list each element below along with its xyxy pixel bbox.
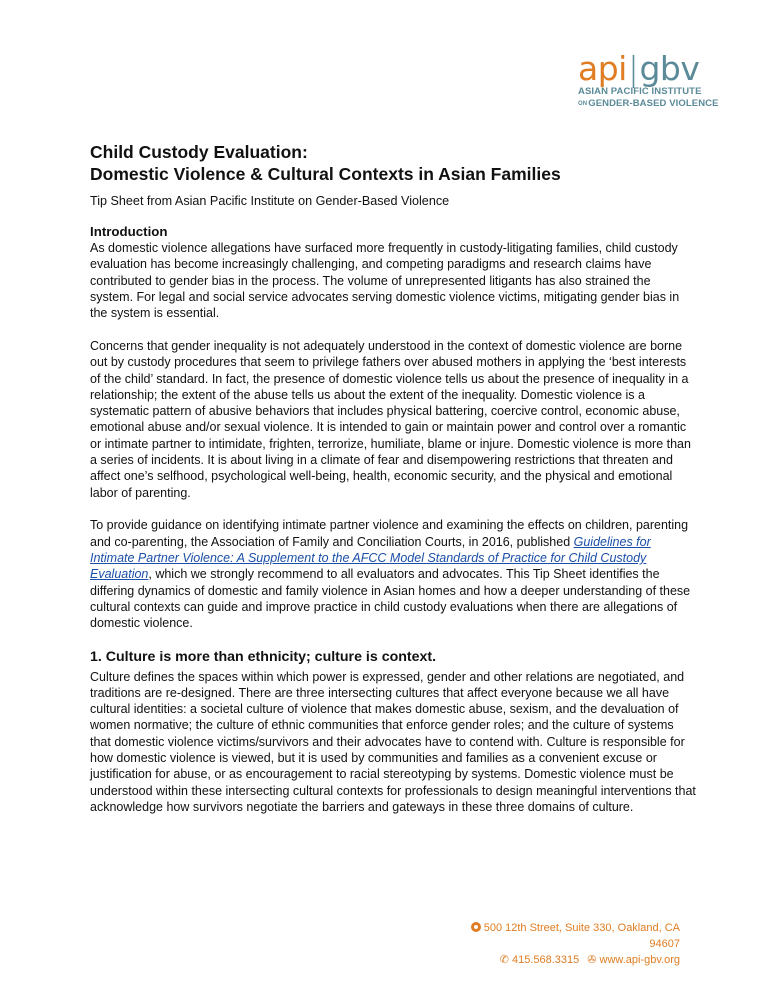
phone-icon: ✆ — [499, 954, 509, 966]
logo-api-text: api — [578, 49, 627, 88]
section-1-heading: 1. Culture is more than ethnicity; culture is context. — [90, 648, 437, 665]
afcc-guidelines-link[interactable]: Guidelines for Intimate Partner Violence: A Supplement to the AFCC Model Standards of Practice for Child Custody Evaluation — [90, 534, 651, 582]
footer-address-line — [440, 920, 680, 952]
footer-address: 500 12th Street, Suite 330, Oakland, CA 94607 — [483, 922, 680, 950]
introduction-heading: Introduction — [90, 224, 168, 239]
paragraph-1: As domestic violence allegations have surfaced more frequently in custody-litigating families, child custody evaluation has become increasingly challenging, and competing paradigms and research claims have contributed to gender bias in the process. The volume of unrepresented litigants has also strained the system. For legal and social service advocates serving domestic violence victims, mitigating gender bias in the system is essential. — [90, 241, 680, 321]
footer-contact — [440, 920, 680, 968]
document-subtitle: Tip Sheet from Asian Pacific Institute on Gender-Based Violence — [90, 194, 450, 208]
paragraph-3-post: , which we strongly recommend to all evaluators and advocates. This Tip Sheet identifies the differing dynamics of domestic and family violence in Asian homes and how a deeper understanding of these cultural contexts can guide and improve practice in child custody evaluations when there are allegations of domestic violence. — [90, 567, 691, 631]
paragraph-2: Concerns that gender inequality is not adequately understood in the context of domestic violence are borne out by custody procedures that seem to privilege fathers over abused mothers in applying the ‘best interests of the child’ standard. In fact, the presence of domestic violence tells us about the presence of inequality in a relationship; the extent of the abuse tells us about the extent of the inequality. Domestic violence is a systematic pattern of abusive behaviors that includes physical battering, coercive control, economic abuse, emotional abuse and/or sexual violence. It is intended to gain or maintain power and control over a romantic or intimate partner to intimidate, frighten, terrorize, humiliate, blame or injure. Domestic violence is more than a series of incidents. It is about living in a climate of fear and disempowering restrictions that threaten and affect one’s selfhood, psychological well-being, health, economic security, and the physical and emotional labor of parenting. — [90, 338, 691, 500]
title-line-1: Child Custody Evaluation: — [90, 142, 308, 162]
logo-gbv-text: gbv — [639, 49, 700, 88]
document-title — [90, 141, 696, 185]
globe-icon: ✇ — [587, 954, 597, 966]
paragraph-3 — [90, 517, 696, 631]
footer-contact-line — [440, 952, 680, 968]
logo-separator: | — [627, 49, 639, 88]
location-pin-icon — [471, 922, 481, 932]
logo-line-2-text: GENDER-BASED VIOLENCE — [588, 98, 719, 109]
logo-line-1: ASIAN PACIFIC INSTITUTE — [578, 86, 702, 97]
footer-website[interactable]: www.api-gbv.org — [599, 954, 680, 966]
organization-logo — [578, 49, 728, 110]
logo-wordmark — [578, 49, 728, 88]
document-body — [90, 141, 696, 815]
footer-phone: 415.568.3315 — [511, 954, 580, 966]
paragraph-4: Culture defines the spaces within which power is expressed, gender and other relations are negotiated, and traditions are re-designed. There are three intersecting cultures that affect everyone because we all have cultural identities: a societal culture of violence that makes domestic abuse, sexism, and the devaluation of women normative; the culture of ethnic communities that enforce gender roles; and the culture of systems that domestic violence victims/survivors and their advocates have to contend with. Culture is responsible for how domestic violence is viewed, but it is used by communities and families as a convenient excuse or justification for abuse, or as encouragement to racial stereotyping by systems. Domestic violence must be understood within these intersecting cultural contexts for professionals to design meaningful interventions that acknowledge how survivors negotiate the barriers and gateways in these three domains of culture. — [90, 669, 696, 814]
logo-line-2 — [578, 98, 728, 110]
logo-on-text: ON — [578, 101, 588, 107]
paragraph-3-pre: To provide guidance on identifying intimate partner violence and examining the effects on children, parenting and co-parenting, the Association of Family and Conciliation Courts, in 2016, published — [90, 518, 689, 549]
title-line-2: Domestic Violence & Cultural Contexts in Asian Families — [90, 164, 561, 184]
